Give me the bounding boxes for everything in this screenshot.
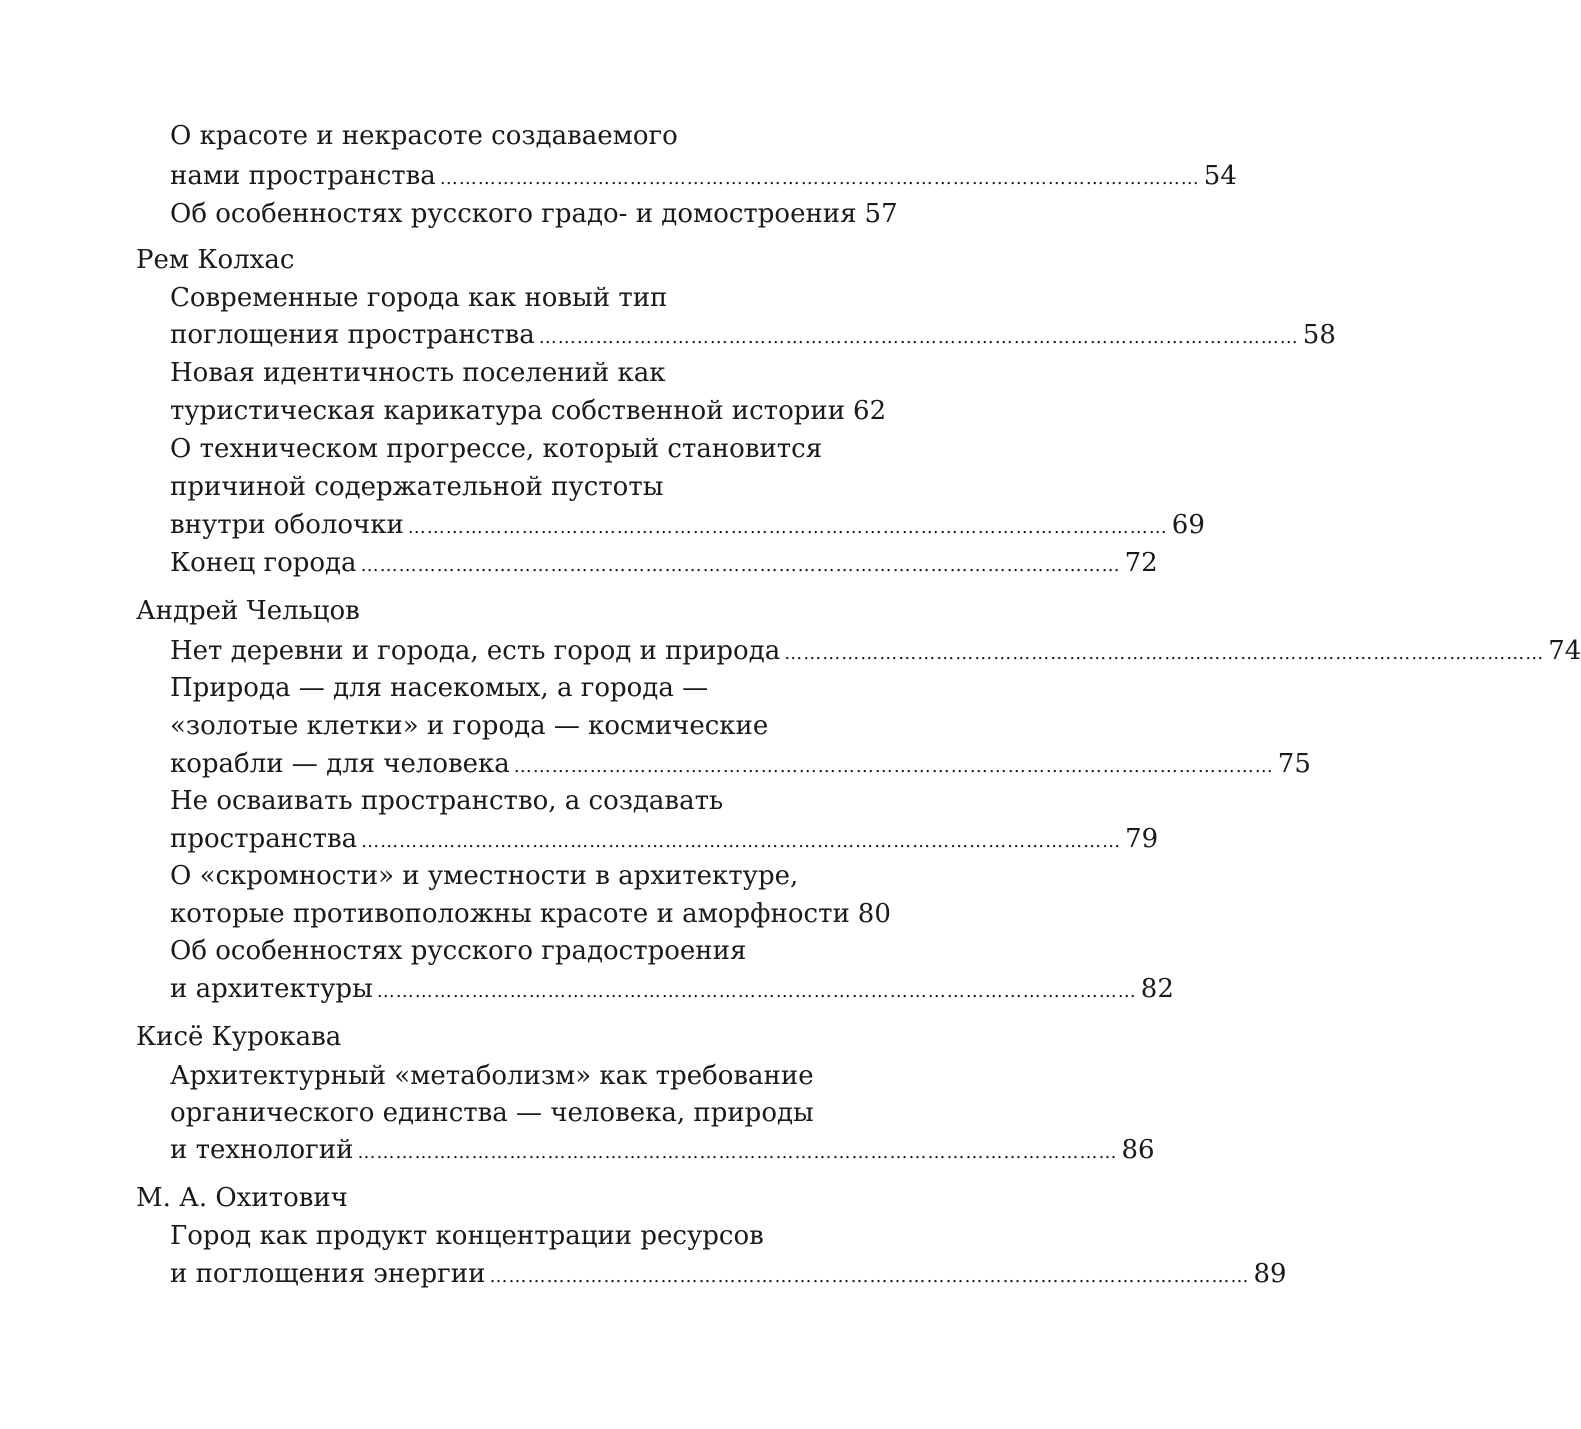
toc-entry-text: Город как продукт концентрации ресурсов: [170, 1221, 764, 1251]
page-number: 57: [864, 199, 898, 229]
toc-entry[interactable]: [170, 396, 887, 426]
page-number: 86: [1121, 1135, 1155, 1165]
leader-dots: …………………………………………………………………………………………………………: [361, 831, 1122, 852]
toc-author: Андрей Чельцов: [136, 596, 360, 626]
toc-entry-text: Новая идентичность поселений как: [170, 358, 666, 388]
leader-dots: …………………………………………………………………………………………………………: [489, 1266, 1250, 1287]
toc-entry[interactable]: [170, 548, 1158, 578]
toc-entry-text: О красоте и некрасоте создаваемого: [170, 121, 678, 151]
toc-entry-text: Современные города как новый тип: [170, 283, 668, 313]
page-number: 79: [1125, 824, 1159, 854]
toc-entry-text: Природа — для насекомых, а города —: [170, 673, 709, 703]
toc-entry-text: Конец города: [170, 548, 357, 578]
page-number: 69: [1171, 510, 1205, 540]
toc-entry-text: Не осваивать пространство, а создавать: [170, 786, 724, 816]
page-number: 75: [1277, 749, 1311, 779]
page-number: 80: [857, 899, 891, 929]
page-number: 74: [1548, 636, 1581, 666]
page-number: 54: [1203, 161, 1237, 191]
toc-entry-text: причиной содержательной пустоты: [170, 472, 664, 502]
toc-entry-text: органического единства — человека, природы: [170, 1098, 814, 1128]
page-number: 82: [1140, 974, 1174, 1004]
toc-entry-text: поглощения пространства: [170, 320, 535, 350]
toc-entry[interactable]: [170, 161, 1237, 191]
toc-entry-text: внутри оболочки: [170, 510, 404, 540]
toc-author: М. А. Охитович: [136, 1183, 348, 1213]
toc-entry[interactable]: [170, 749, 1311, 779]
toc-entry-text: нами пространства: [170, 161, 436, 191]
toc-entry-text: и архитектуры: [170, 974, 373, 1004]
toc-entry-text: Нет деревни и города, есть город и природа: [170, 636, 781, 666]
toc-entry-text: и технологий: [170, 1135, 354, 1165]
toc-author: Рем Колхас: [136, 245, 295, 275]
leader-dots: …………………………………………………………………………………………………………: [360, 555, 1121, 576]
toc-entry-text: «золотые клетки» и города — космические: [170, 711, 769, 741]
toc-entry[interactable]: [170, 636, 1581, 666]
leader-dots: …………………………………………………………………………………………………………: [439, 168, 1200, 189]
toc-entry-text: которые противоположны красоте и аморфности: [170, 899, 850, 929]
toc-entry[interactable]: [170, 1135, 1155, 1165]
page-number: 72: [1124, 548, 1158, 578]
leader-dots: …………………………………………………………………………………………………………: [407, 517, 1168, 538]
leader-dots: …………………………………………………………………………………………………………: [784, 643, 1545, 664]
toc-entry-text: О «скромности» и уместности в архитектуре,: [170, 861, 799, 891]
toc-entry-text: Об особенностях русского градостроения: [170, 936, 747, 966]
toc-entry[interactable]: [170, 824, 1159, 854]
toc-entry[interactable]: [170, 974, 1174, 1004]
toc-entry[interactable]: [170, 320, 1336, 350]
toc-entry-text: Архитектурный «метаболизм» как требование: [170, 1061, 814, 1091]
toc-entry[interactable]: [170, 1259, 1287, 1289]
page-number: 62: [853, 396, 887, 426]
toc-entry-text: туристическая карикатура собственной истории: [170, 396, 846, 426]
toc-author: Кисё Курокава: [136, 1022, 342, 1052]
toc-entry-text: и поглощения энергии: [170, 1259, 486, 1289]
leader-dots: …………………………………………………………………………………………………………: [513, 756, 1274, 777]
toc-entry[interactable]: [170, 899, 891, 929]
page-number: 89: [1253, 1259, 1287, 1289]
toc-entry[interactable]: [170, 510, 1205, 540]
page-number: 58: [1302, 320, 1336, 350]
leader-dots: …………………………………………………………………………………………………………: [357, 1142, 1118, 1163]
toc-entry[interactable]: [170, 199, 898, 229]
leader-dots: …………………………………………………………………………………………………………: [376, 981, 1137, 1002]
leader-dots: …………………………………………………………………………………………………………: [538, 327, 1299, 348]
toc-entry-text: пространства: [170, 824, 358, 854]
toc-entry-text: О техническом прогрессе, который становится: [170, 434, 823, 464]
toc-entry-text: корабли — для человека: [170, 749, 510, 779]
toc-entry-text: Об особенностях русского градо- и домостроения: [170, 199, 857, 229]
